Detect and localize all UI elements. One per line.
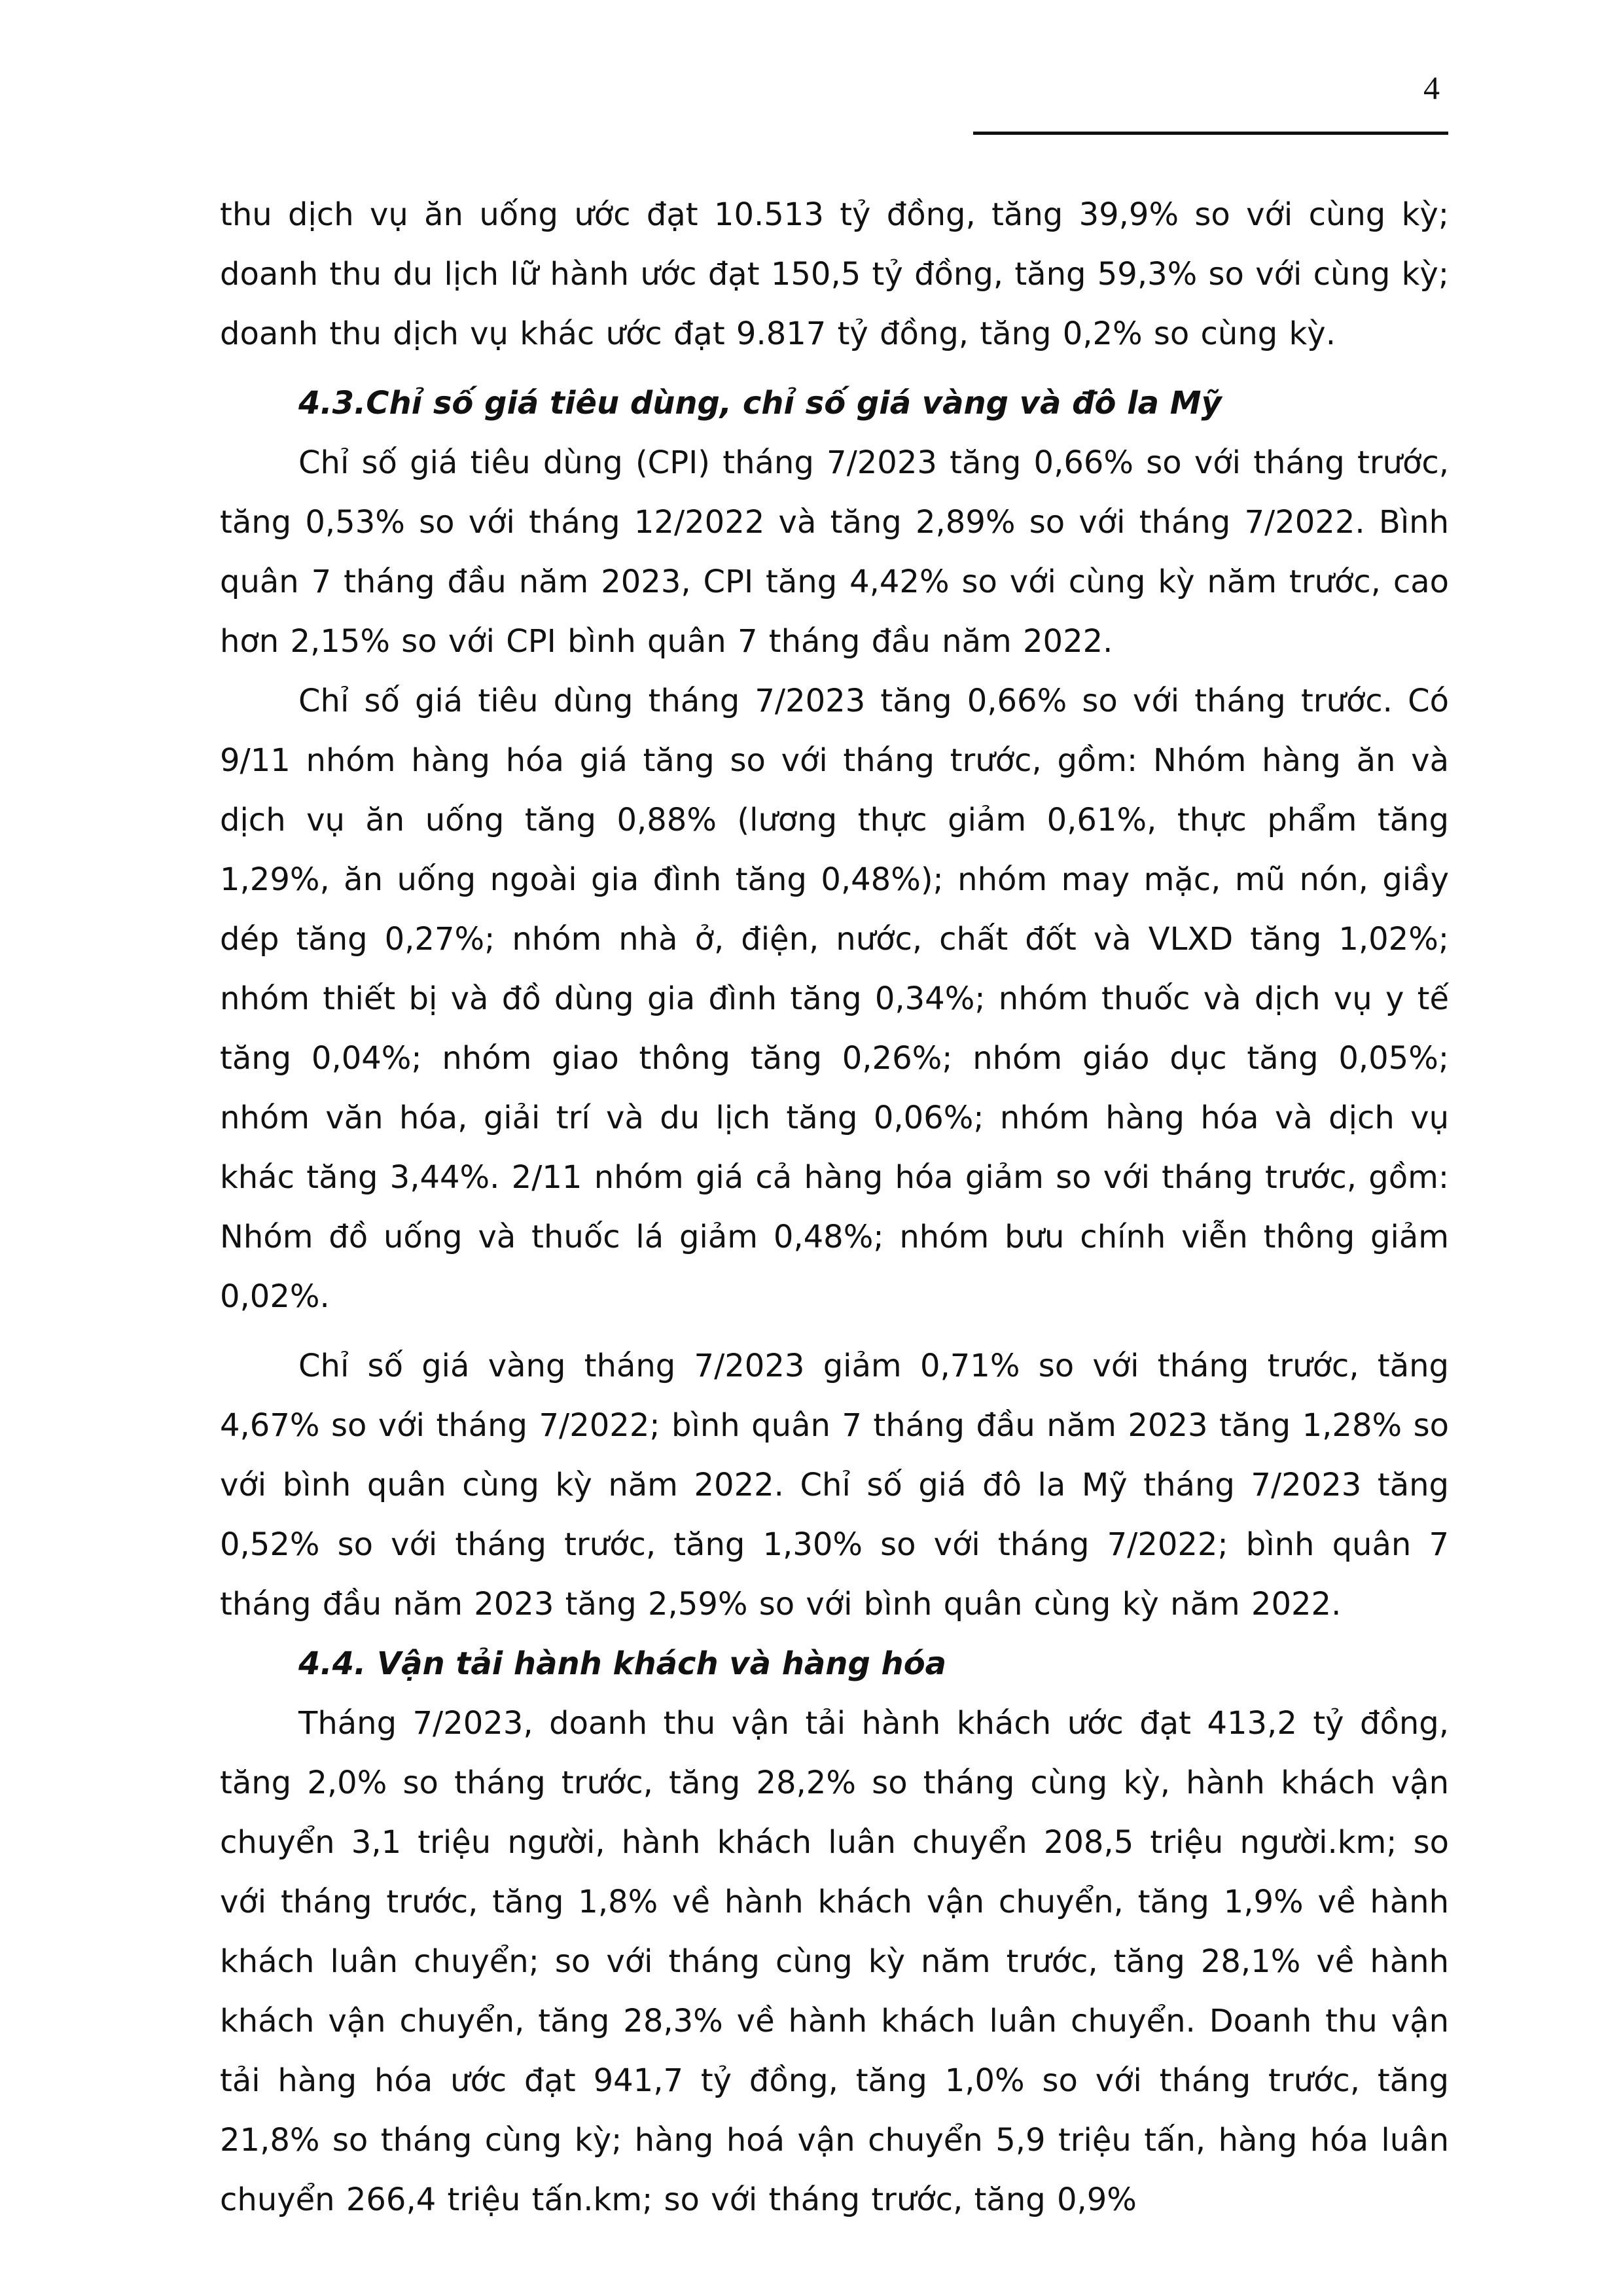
paragraph-transport: Tháng 7/2023, doanh thu vận tải hành khách ước đạt 413,2 tỷ đồng, tăng 2,0% so tháng trước, tăng 28,2% so tháng cùng kỳ, hành khách vận chuyển 3,1 triệu người, hành khách luân chuyển 208,5 triệu người.km; so với tháng trước, tăng 1,8% về hành khách vận chuyển, tăng 1,9% về hành khách luân chuyển; so với tháng cùng kỳ năm trước, tăng 28,1% về hành khách vận chuyển, tăng 28,3% về hành khách luân chuyển. Doanh thu vận tải hàng hóa ước đạt 941,7 tỷ đồng, tăng 1,0% so với tháng trước, tăng 21,8% so tháng cùng kỳ; hàng hoá vận chuyển 5,9 triệu tấn, hàng hóa luân chuyển 266,4 triệu tấn.km; so với tháng trước, tăng 0,9% bbox=[220, 1705, 1449, 2218]
page-number: 4 bbox=[1423, 69, 1440, 106]
heading-4-3: 4.3.Chỉ số giá tiêu dùng, chỉ số giá vàng và đô la Mỹ bbox=[298, 385, 1222, 422]
header-rule bbox=[973, 132, 1448, 135]
paragraph-services-revenue: thu dịch vụ ăn uống ước đạt 10.513 tỷ đồng, tăng 39,9% so với cùng kỳ; doanh thu du lịch lữ hành ước đạt 150,5 tỷ đồng, tăng 59,3% so với cùng kỳ; doanh thu dịch vụ khác ước đạt 9.817 tỷ đồng, tăng 0,2% so cùng kỳ. bbox=[220, 196, 1449, 352]
paragraph-cpi-groups: Chỉ số giá tiêu dùng tháng 7/2023 tăng 0,66% so với tháng trước. Có 9/11 nhóm hàng hóa giá tăng so với tháng trước, gồm: Nhóm hàng ăn và dịch vụ ăn uống tăng 0,88% (lương thực giảm 0,61%, thực phẩm tăng 1,29%, ăn uống ngoài gia đình tăng 0,48%); nhóm may mặc, mũ nón, giầy dép tăng 0,27%; nhóm nhà ở, điện, nước, chất đốt và VLXD tăng 1,02%; nhóm thiết bị và đồ dùng gia đình tăng 0,34%; nhóm thuốc và dịch vụ y tế tăng 0,04%; nhóm giao thông tăng 0,26%; nhóm giáo dục tăng 0,05%; nhóm văn hóa, giải trí và du lịch tăng 0,06%; nhóm hàng hóa và dịch vụ khác tăng 3,44%. 2/11 nhóm giá cả hàng hóa giảm so với tháng trước, gồm: Nhóm đồ uống và thuốc lá giảm 0,48%; nhóm bưu chính viễn thông giảm 0,02%. bbox=[220, 683, 1449, 1315]
document-body bbox=[220, 185, 1449, 2230]
paragraph-cpi-summary: Chỉ số giá tiêu dùng (CPI) tháng 7/2023 tăng 0,66% so với tháng trước, tăng 0,53% so với tháng 12/2022 và tăng 2,89% so với tháng 7/2022. Bình quân 7 tháng đầu năm 2023, CPI tăng 4,42% so với cùng kỳ năm trước, cao hơn 2,15% so với CPI bình quân 7 tháng đầu năm 2022. bbox=[220, 444, 1449, 660]
paragraph-gold-usd: Chỉ số giá vàng tháng 7/2023 giảm 0,71% so với tháng trước, tăng 4,67% so với tháng 7/2022; bình quân 7 tháng đầu năm 2023 tăng 1,28% so với bình quân cùng kỳ năm 2022. Chỉ số giá đô la Mỹ tháng 7/2023 tăng 0,52% so với tháng trước, tăng 1,30% so với tháng 7/2022; bình quân 7 tháng đầu năm 2023 tăng 2,59% so với bình quân cùng kỳ năm 2022. bbox=[220, 1348, 1449, 1623]
heading-4-4: 4.4. Vận tải hành khách và hàng hóa bbox=[298, 1645, 947, 1682]
